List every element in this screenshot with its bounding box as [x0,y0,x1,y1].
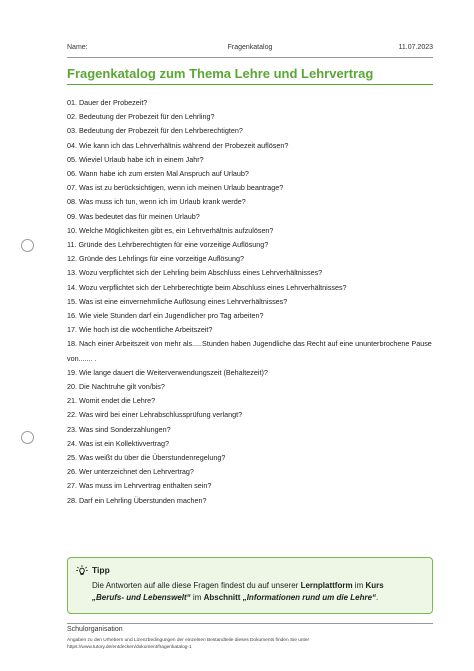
question-item: 18. Nach einer Arbeitszeit von mehr als.....Stunden haben Jugendliche das Recht auf eine ununterbrochene Pause von....... . [67,339,432,363]
question-item: 03. Bedeutung der Probezeit für den Lehrberechtigten? [67,126,243,136]
question-item: 09. Was bedeutet das für meinen Urlaub? [67,211,200,221]
tip-box [67,557,433,614]
tip-text-part: Die Antworten auf alle diese Fragen findest du auf unserer [92,581,301,590]
footer-license-note [67,637,433,651]
page-title: Fragenkatalog zum Thema Lehre und Lehrvertrag [67,66,374,81]
footer-divider [67,623,433,624]
tip-text [92,580,422,604]
lightbulb-icon [76,565,88,577]
question-item: 12. Gründe des Lehrlings für eine vorzeitige Auflösung? [67,254,245,264]
tip-title: Tipp [92,565,110,575]
question-item: 06. Wann habe ich zum ersten Mal Anspruch auf Urlaub? [67,169,249,179]
header-divider [67,57,433,58]
question-item: 14. Wozu verpflichtet sich der Lehrberechtigte beim Abschluss eines Lehrverhältnisses? [67,282,347,292]
question-item: 08. Was muss ich tun, wenn ich im Urlaub krank werde? [67,197,246,207]
header-date: 11.07.2023 [398,44,433,51]
question-item: 02. Bedeutung der Probezeit für den Lehrling? [67,112,215,122]
question-item: 23. Was sind Sonderzahlungen? [67,424,171,434]
question-item: 11. Gründe des Lehrberechtigten für eine vorzeitige Auflösung? [67,240,269,250]
question-item: 21. Womit endet die Lehre? [67,396,156,406]
question-item: 19. Wie lange dauert die Weiterverwendungszeit (Behaltezeit)? [67,367,268,377]
tip-emphasis-abschnitt: Abschnitt [203,593,241,602]
tip-text-part: . [376,593,379,602]
footer-note-line: Angaben zu den Urhebern und Lizenzbedingungen der einzelnen Bestandteile dieses Dokuments finden Sie unter [67,638,310,643]
question-item: 22. Was wird bei einer Lehrabschlussprüfung verlangt? [67,410,243,420]
punch-hole-top [21,239,34,252]
question-item: 24. Was ist ein Kollektivvertrag? [67,438,169,448]
question-item: 04. Wie kann ich das Lehrverhältnis während der Probezeit auflösen? [67,140,289,150]
question-item: 28. Darf ein Lehrling Überstunden machen? [67,495,207,505]
question-item: 26. Wer unterzeichnet den Lehrvertrag? [67,467,194,477]
tip-emphasis-kurs: Kurs [365,581,384,590]
page-header [67,44,433,56]
tip-text-part: im [190,593,204,602]
question-item: 15. Was ist eine einvernehmliche Auflösung eines Lehrverhältnisses? [67,296,288,306]
question-item: 01. Dauer der Probezeit? [67,98,148,107]
question-item: 25. Was weißt du über die Überstundenregelung? [67,453,226,463]
tip-course-name: „Berufs- und Lebenswelt“ [92,593,191,602]
tip-text-part: im [352,581,366,590]
header-document-title: Fragenkatalog [227,44,273,51]
question-item: 16. Wie viele Stunden darf ein Jugendlicher pro Tag arbeiten? [67,311,264,321]
question-item: 13. Wozu verpflichtet sich der Lehrling beim Abschluss eines Lehrverhältnisses? [67,268,323,278]
punch-hole-bottom [21,431,34,444]
header-name-label: Name: [67,44,88,51]
footer-url[interactable]: https://www.tutory.de/entdecken/dokument/fragenkatalog-1 [67,645,192,650]
question-item: 27. Was muss im Lehrvertrag enthalten sein? [67,481,212,491]
tip-emphasis-lernplattform: Lernplattform [300,581,353,590]
title-divider [67,84,433,85]
question-item: 17. Wie hoch ist die wöchentliche Arbeitszeit? [67,325,213,335]
question-item: 10. Welche Möglichkeiten gibt es, ein Lehrverhältnis aufzulösen? [67,225,274,235]
tip-section-name: „Informationen rund um die Lehre“ [242,593,377,602]
question-item: 07. Was ist zu berücksichtigen, wenn ich meinen Urlaub beantrage? [67,183,284,193]
question-item: 20. Die Nachtruhe gilt von/bis? [67,382,165,392]
footer-title: Schulorganisation [67,626,123,633]
question-list [67,96,433,508]
question-item: 05. Wieviel Urlaub habe ich in einem Jahr? [67,154,204,164]
